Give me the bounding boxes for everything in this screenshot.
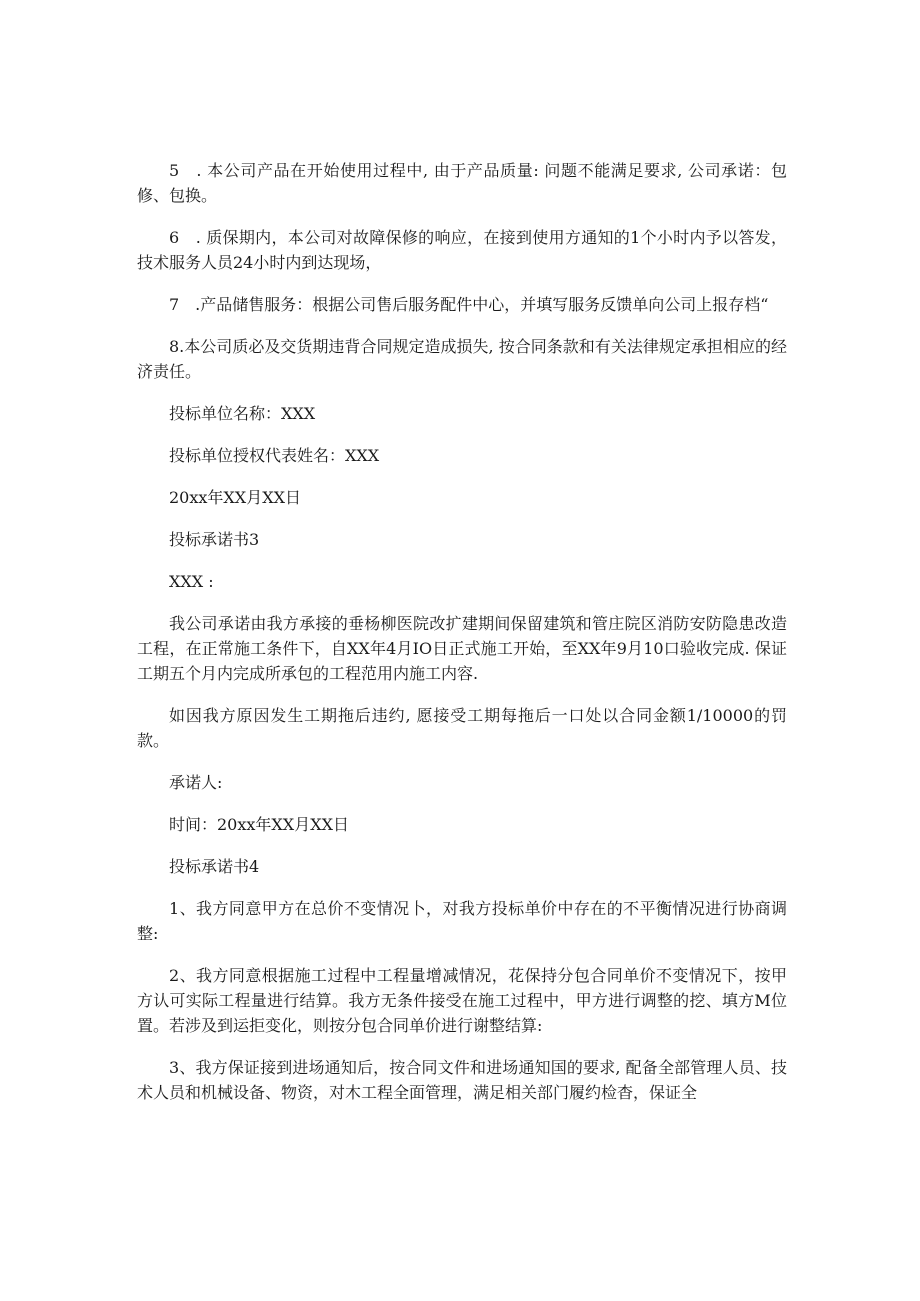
commitment-item-2: 2、我方同意根据施工过程中工程量增减情况，花保持分包合同单价不变情况下，按甲方认可实际工程量进行结算。我方无条件接受在施工过程中，甲方进行调整的挖、填方M位置。若涉及到运拒变化，则按分包合同单价进行谢整结算: bbox=[137, 966, 787, 1035]
paragraph-item-7: 7 .产品储售服务：根据公司售后服务配件中心，并填写服务反馈单向公司上报存档“ bbox=[169, 295, 769, 314]
section-heading-4: 投标承诺书4 bbox=[169, 857, 260, 876]
commitment-item-3: 3、我方保证接到进场通知后，按合同文件和进场通知国的要求, 配备全部管理人员、技术人员和机械设备、物资，对木工程全面管理，满足相关部门履约检杳，保证全 bbox=[137, 1058, 787, 1102]
time-line: 时间：20xx年XX月XX日 bbox=[169, 815, 349, 834]
document-page bbox=[137, 158, 787, 1122]
penalty-paragraph: 如因我方原因发生工期拖后违约, 愿接受工期每拖后一口处以合同金额1/10000的罚款。 bbox=[137, 706, 787, 750]
bidder-representative-line: 投标单位授权代表姓名：XXX bbox=[169, 446, 380, 465]
commitment-item-1: 1、我方同意甲方在总价不变情况卜，对我方投标单价中存在的不平衡情况进行协商调整: bbox=[137, 899, 787, 943]
addressee-line: XXX : bbox=[169, 572, 214, 591]
commitment-body-paragraph: 我公司承诺由我方承接的垂杨柳医院改扩建期间保留建筑和管庄院区消防安防隐患改造工程，在正常施工条件下，自XX年4月IO日正式施工开始，至XX年9月10口验收完成. 保证工期五个月内完成所承包的工程范用内施工内容. bbox=[137, 614, 787, 683]
section-heading-3: 投标承诺书3 bbox=[169, 530, 260, 549]
paragraph-item-8: 8.本公司质必及交货期违背合同规定造成损失, 按合同条款和有关法律规定承担相应的经济责任。 bbox=[137, 337, 787, 381]
promisor-line: 承诺人: bbox=[169, 773, 223, 792]
date-line: 20xx年XX月XX日 bbox=[169, 488, 301, 507]
paragraph-item-6: 6 . 质保期内，本公司对故障保修的响应，在接到使用方通知的1个小时内予以答发，技术服务人员24小时内到达现场， bbox=[137, 228, 787, 272]
paragraph-item-5: 5 . 本公司产品在开始使用过程中, 由于产品质量: 问题不能满足要求, 公司承诺：包修、包换。 bbox=[137, 161, 787, 205]
bidder-name-line: 投标单位名称：XXX bbox=[169, 404, 316, 423]
